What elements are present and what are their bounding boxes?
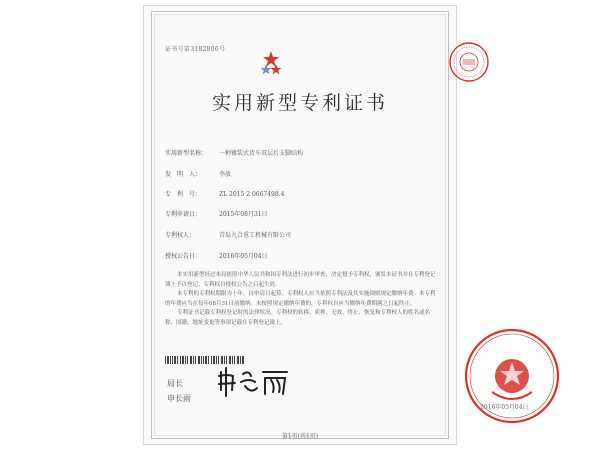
handwritten-signature [217,364,289,398]
patent-office-emblem [407,40,493,84]
field-patent-number: 专 利 号： ZL 2015 2 0667498.4 [165,191,285,198]
field-application-date: 专利申请日： 2015年08月31日 [165,211,268,218]
certificate-border [151,11,449,439]
certificate-paper [143,5,529,445]
body-paragraph-1: 本实用新型经过本局依照中华人民共和国专利法进行初步审查，决定授予专利权，颁发本证书并在专利登记簿上予以登记。专利权自授权公告之日起生效。 [165,272,436,288]
field-inventor: 发 明 人： 李放 [165,171,232,178]
field-grant-date: 授权公告日： 2016年05月04日 [165,253,268,260]
star-logo [260,50,282,80]
body-paragraph-2: 本专利的专利权期限为十年，自申请日起算。专利权人应当依照专利法及其实施细则规定缴纳年费。本专利的年费应当在每年08月31日前缴纳。未按照规定缴纳年费的，专利权自应当缴纳年费期满之日起终止。 [165,291,436,307]
page-number: 第1页(共1页) [281,433,319,440]
director-name: 申长雨 [167,394,191,403]
certificate-number: 证书号第3182806号 [165,46,226,53]
official-red-seal [462,326,562,426]
certificate-body-text [165,271,437,328]
field-name: 实用新型名称： 一种镀装式货车双层后支脚结构 [165,150,304,157]
field-patentee: 专利权人： 青岛九合重工机械有限公司 [165,232,292,239]
body-paragraph-3: 专利证书记载专利权登记时的法律状况。专利权的转移、质押、无效、终止、恢复和专利权人的姓名或名称、国籍、地址变更等事项记载在专利登记簿上。 [165,310,431,326]
director-label: 局长 [167,379,183,388]
director-title [167,376,191,406]
certificate-title: 实用新型专利证书 [211,92,388,114]
seal-date: 2016年05月04日 [480,404,529,411]
barcode [165,356,245,364]
